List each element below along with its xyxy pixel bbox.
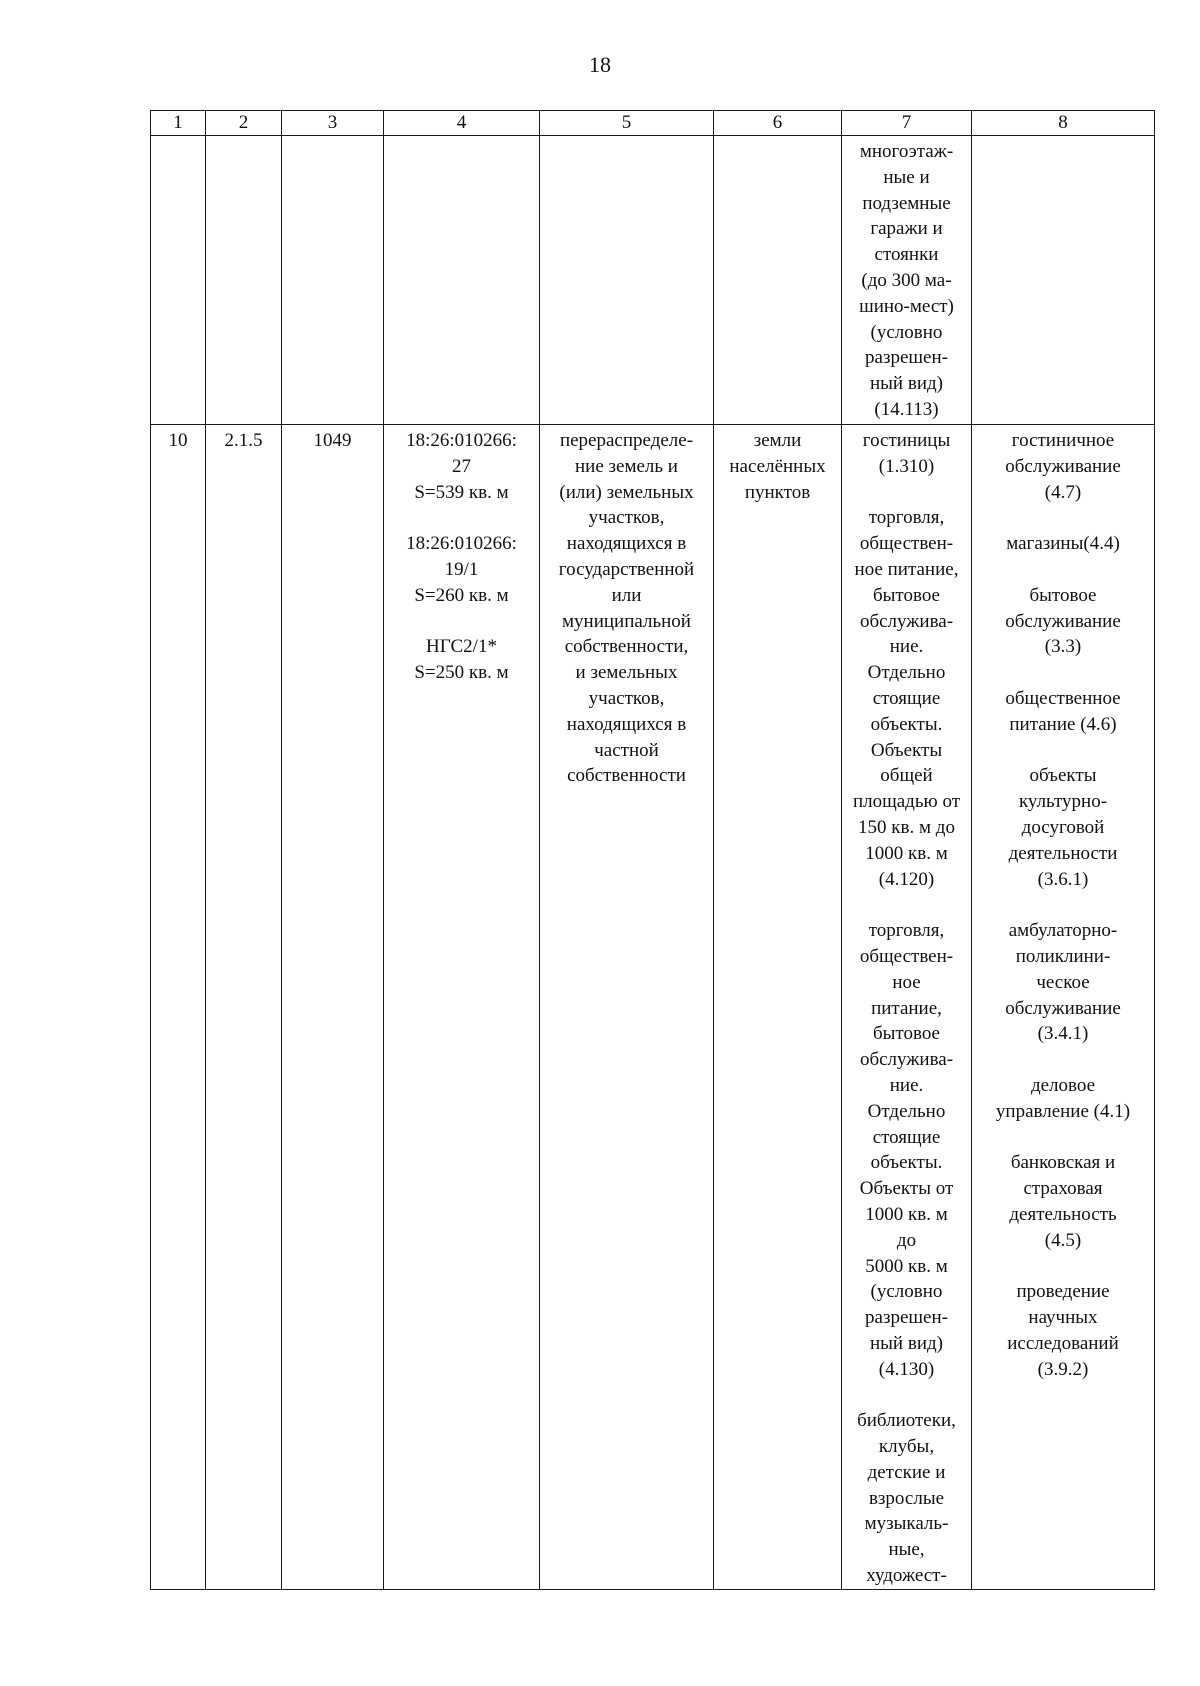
cell-line: ное питание, [854,558,959,580]
cell-line: (или) земельных [559,481,694,503]
cell-line: художест- [866,1565,947,1587]
cell-line: ние. [889,1074,924,1096]
cell-line: ный вид) [870,1332,943,1354]
cell-line: (до 300 ма- [861,269,952,291]
cell-line: музыкаль- [864,1513,949,1535]
cell-line: амбулаторно- [1008,920,1118,942]
table-cell [714,136,842,425]
cell-line: обслуживание [1005,997,1121,1019]
cell-line: (4.130) [878,1358,935,1380]
cell-line: ние. [889,636,924,658]
cell-line: S=260 кв. м [414,584,509,606]
cell-line: площадью от [852,791,961,813]
cell-line: бытовое [873,584,940,606]
table-cell [972,136,1155,425]
cell-line: Отдельно [867,662,946,684]
cell-line: ные и [883,166,930,188]
cell-line: многоэтаж- [859,141,954,162]
cell-line: 1000 кв. м [865,1203,948,1225]
cell-line: разрешен- [865,1307,948,1329]
cell-line: торговля, [868,507,945,529]
cell-line: ный вид) [870,373,943,395]
land-use-table [150,110,1155,1590]
table-cell [206,136,282,425]
cell-line: разрешен- [865,347,948,369]
cell-line: проведение [1016,1281,1110,1303]
cell-line: (условно [870,1281,943,1303]
cell-line: бытовое [1029,584,1097,606]
cell-line: общественное [1005,687,1121,709]
row-number-cell: 10 [151,425,206,1590]
cell-line: Объекты [870,739,943,761]
header-cell-2: 2 [206,111,282,136]
cell-line: 19/1 [444,558,479,580]
cell-line: земли [753,430,802,451]
cell-line: деятельности [1008,842,1118,864]
cell-line: гостиницы [862,430,951,451]
cell-line: гаражи и [870,218,943,240]
cell-line: перераспределе- [559,430,694,451]
cell-line: досуговой [1021,816,1105,838]
cell-line: страховая [1023,1178,1103,1200]
cell-line: (условно [870,321,943,343]
cell-line: частной [594,739,659,761]
cell-line: стоянки [874,244,939,266]
cell-line: бытовое [873,1023,940,1045]
cell-line: (4.120) [878,868,935,890]
cell-line: детские и [867,1461,946,1483]
cell-line: участков, [588,507,665,529]
cell-line: ческое [1036,971,1090,993]
cell-line: обслуживание [1005,455,1121,477]
cell-line: пунктов [744,481,811,503]
cell-line: (3.9.2) [1037,1358,1089,1380]
cell-line: Отдельно [867,1100,946,1122]
cell-line: библиотеки, [857,1410,956,1432]
cell-line: клубы, [878,1436,935,1458]
cell-line: находящихся в [566,533,687,555]
table-cell [384,136,540,425]
cell-line: (1.310) [878,455,935,477]
cell-line: научных [1028,1307,1098,1329]
cell-line: 18:26:010266: [406,533,517,555]
header-cell-4: 4 [384,111,540,136]
cell-line: (3.4.1) [1037,1023,1089,1045]
cell-line: собственности [567,765,686,787]
cell-line: 150 кв. м до [858,816,955,838]
cell-line: обществен- [859,945,954,967]
cell-line: гостиничное [1011,430,1115,451]
cell-line: общей [880,765,933,787]
cell-line: стоящие [872,1126,941,1148]
cell-line: до [896,1229,917,1251]
cell-line: (3.3) [1044,636,1082,658]
cell-line: (4.7) [1044,481,1082,503]
cell-line: участков, [588,687,665,709]
number-cell: 1049 [282,425,384,1590]
cell-line: поликлини- [1015,945,1111,967]
cell-line: обществен- [859,533,954,555]
header-cell-7: 7 [842,111,972,136]
page-number: 18 [589,52,611,77]
table-row-continuation [151,136,1155,425]
cell-line: ное [892,971,921,993]
parcels-cell [384,425,540,1590]
cell-line: муниципальной [562,610,691,632]
cell-line: взрослые [868,1487,945,1509]
cell-line: или [611,584,642,606]
cell-line: деятельность [1009,1203,1117,1225]
table-cell [282,136,384,425]
cell-line: объекты. [870,713,943,735]
cell-line: обслужива- [859,1049,954,1071]
cell-line: питание (4.6) [1009,713,1117,735]
permitted-use-cell [842,425,972,1590]
header-cell-3: 3 [282,111,384,136]
cell-line: S=539 кв. м [414,481,509,503]
cell-line: объекты [1029,765,1097,787]
land-category-cell [714,425,842,1590]
cell-line: (4.5) [1044,1229,1082,1251]
cell-line: 27 [452,455,471,477]
zone-code-cell: 2.1.5 [206,425,282,1590]
cell-line: обслужива- [859,610,954,632]
use-category-cell [972,425,1155,1590]
cell-line: культурно- [1018,791,1108,813]
cell-line: находящихся в [566,713,687,735]
cell-line: обслуживание [1005,610,1121,632]
cell-line: торговля, [868,920,945,942]
cell-line: государственной [558,558,695,580]
cell-line: собственности, [564,636,689,658]
header-cell-8: 8 [972,111,1155,136]
procedure-cell [540,425,714,1590]
cell-line: 1000 кв. м [865,842,948,864]
cell-line: 5000 кв. м [865,1255,948,1277]
cell-line: (3.6.1) [1037,868,1089,890]
cell-line: деловое [1030,1074,1096,1096]
cell-line: ные, [888,1539,925,1561]
cell-line: исследований [1007,1332,1119,1354]
table-row-10 [151,425,1155,1590]
header-cell-1: 1 [151,111,206,136]
table-header-row [151,111,1155,136]
cell-line: объекты. [870,1152,943,1174]
cell-line: населённых [729,455,826,477]
cell-line: НГС2/1* [426,636,497,658]
header-cell-5: 5 [540,111,714,136]
cell-line: ние земель и [575,455,678,477]
cell-line: банковская и [1010,1152,1116,1174]
cell-line: 18:26:010266: [406,430,517,451]
cell-line: стоящие [872,687,941,709]
cell-line: Объекты от [859,1178,954,1200]
cell-line: управление (4.1) [995,1100,1131,1122]
cell-line: (14.113) [874,398,939,420]
table-cell [540,136,714,425]
header-cell-6: 6 [714,111,842,136]
cell-line: питание, [871,997,942,1019]
cell-line: S=250 кв. м [414,662,509,684]
permitted-use-cell [842,136,972,425]
cell-line: шино-мест) [859,295,954,317]
cell-line: подземные [862,192,951,214]
cell-line: и земельных [575,662,678,684]
table-cell [151,136,206,425]
cell-line: магазины(4.4) [1006,533,1120,555]
